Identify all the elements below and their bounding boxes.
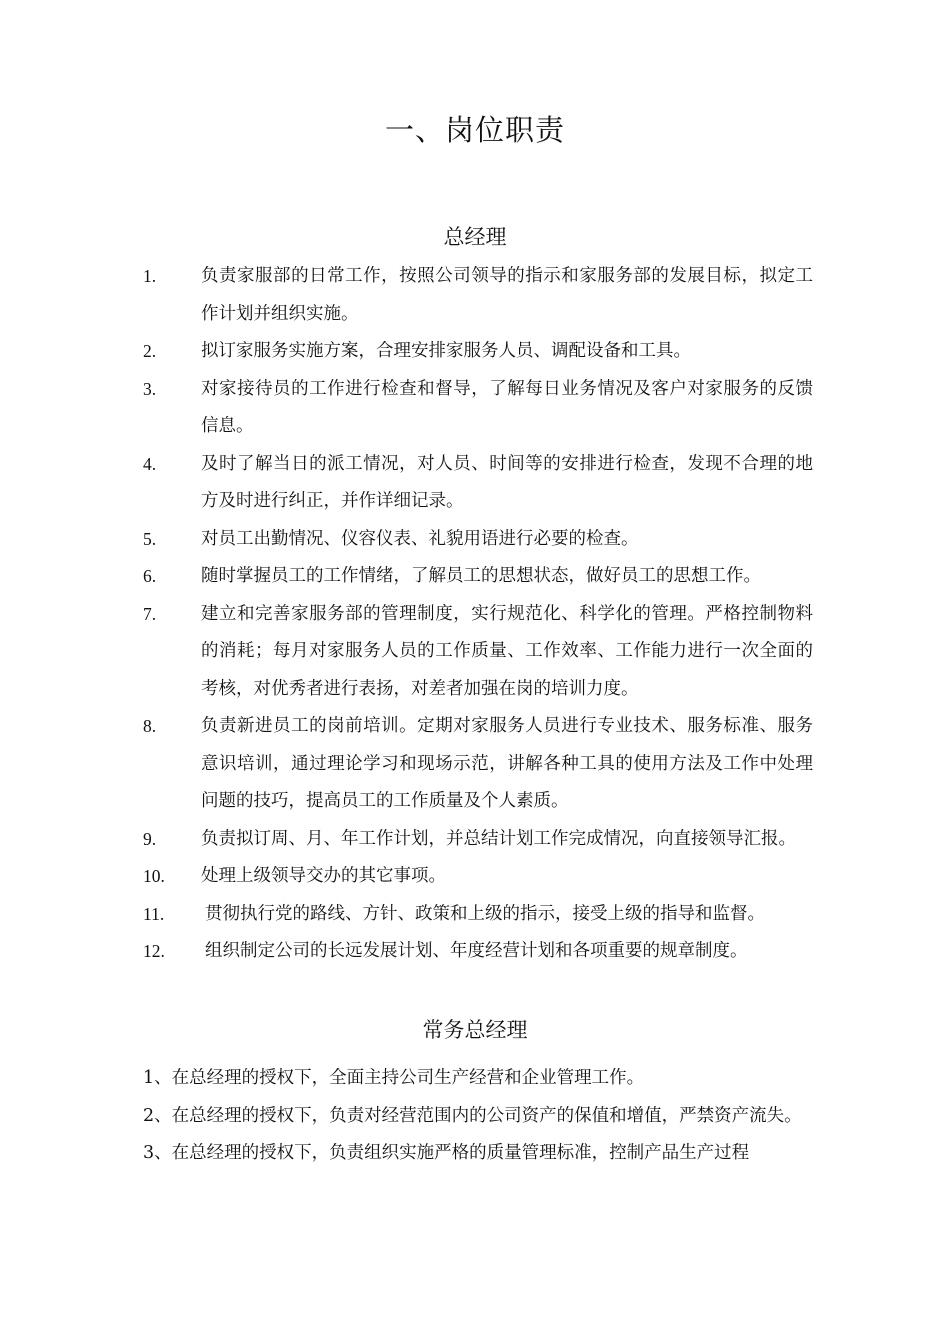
list-item-number: 12.: [143, 941, 165, 961]
list-item-number: 4.: [143, 453, 157, 474]
list-item: [143, 858, 813, 896]
list-item-text: 负责新进员工的岗前培训。定期对家服务人员进行专业技术、服务标准、服务意识培训，通过理论学习和现场示范，讲解各种工具的使用方法及工作中处理问题的技巧，提高员工的工作质量及个人素质。: [201, 716, 813, 811]
list-item-number: 10.: [143, 866, 165, 886]
list-item: [143, 333, 813, 371]
list-item-number: 11.: [143, 903, 165, 924]
section-title-executive-general-manager: 常务总经理: [422, 1018, 528, 1042]
list-item: [143, 558, 813, 596]
list-item-text: 负责拟订周、月、年工作计划，并总结计划工作完成情况，向直接领导汇报。: [201, 828, 796, 849]
list-item-number: 9.: [143, 828, 157, 849]
list-item-text: 负责家服部的日常工作，按照公司领导的指示和家服务部的发展目标，拟定工作计划并组织实施。: [201, 266, 813, 324]
duty-paragraph: 2、在总经理的授权下，负责对经营范围内的公司资产的保值和增值，严禁资产流失。: [143, 1105, 802, 1126]
list-item-number: 7.: [143, 603, 157, 624]
list-item: [143, 896, 813, 934]
list-item-text: 随时掌握员工的工作情绪，了解员工的思想状态，做好员工的思想工作。: [201, 566, 761, 586]
list-item-number: 3.: [143, 378, 157, 399]
duty-paragraph: 1、在总经理的授权下，全面主持公司生产经营和企业管理工作。: [143, 1068, 645, 1088]
page-title: 一、岗位职责: [384, 113, 565, 147]
general-manager-duties-list: [143, 258, 813, 971]
list-item-text: 建立和完善家服务部的管理制度，实行规范化、科学化的管理。严格控制物料的消耗；每月对家服务人员的工作质量、工作效率、工作能力进行一次全面的考核，对优秀者进行表扬，对差者加强在岗的培训力度。: [201, 603, 813, 699]
list-item: [143, 371, 813, 446]
list-item-text: 及时了解当日的派工情况，对人员、时间等的安排进行检查，发现不合理的地方及时进行纠正，并作详细记录。: [201, 453, 813, 511]
list-item: [143, 521, 813, 559]
list-item-text: 对员工出勤情况、仪容仪表、礼貌用语进行必要的检查。: [201, 528, 639, 549]
duty-paragraph: 3、在总经理的授权下，负责组织实施严格的质量管理标准，控制产品生产过程: [143, 1143, 750, 1163]
list-item-text: 对家接待员的工作进行检查和督导，了解每日业务情况及客户对家服务的反馈信息。: [201, 378, 813, 436]
list-item: [143, 821, 813, 859]
list-item-number: 2.: [143, 341, 157, 361]
list-item-text: 处理上级领导交办的其它事项。: [201, 866, 446, 886]
list-item-number: 6.: [143, 566, 157, 586]
list-item-text: 组织制定公司的长远发展计划、年度经营计划和各项重要的规章制度。: [205, 941, 748, 961]
list-item-text: 拟订家服务实施方案，合理安排家服务人员、调配设备和工具。: [201, 341, 691, 361]
list-item: [143, 446, 813, 521]
list-item: [143, 258, 813, 333]
list-item: [143, 708, 813, 821]
list-item-number: 5.: [143, 528, 157, 549]
list-item-text: 贯彻执行党的路线、方针、政策和上级的指示，接受上级的指导和监督。: [205, 903, 765, 924]
list-item: [143, 933, 813, 971]
section-title-general-manager: 总经理: [443, 225, 507, 249]
list-item: [143, 596, 813, 709]
list-item-number: 1.: [143, 266, 157, 286]
list-item-number: 8.: [143, 716, 157, 736]
executive-general-manager-duties: [143, 1060, 813, 1173]
